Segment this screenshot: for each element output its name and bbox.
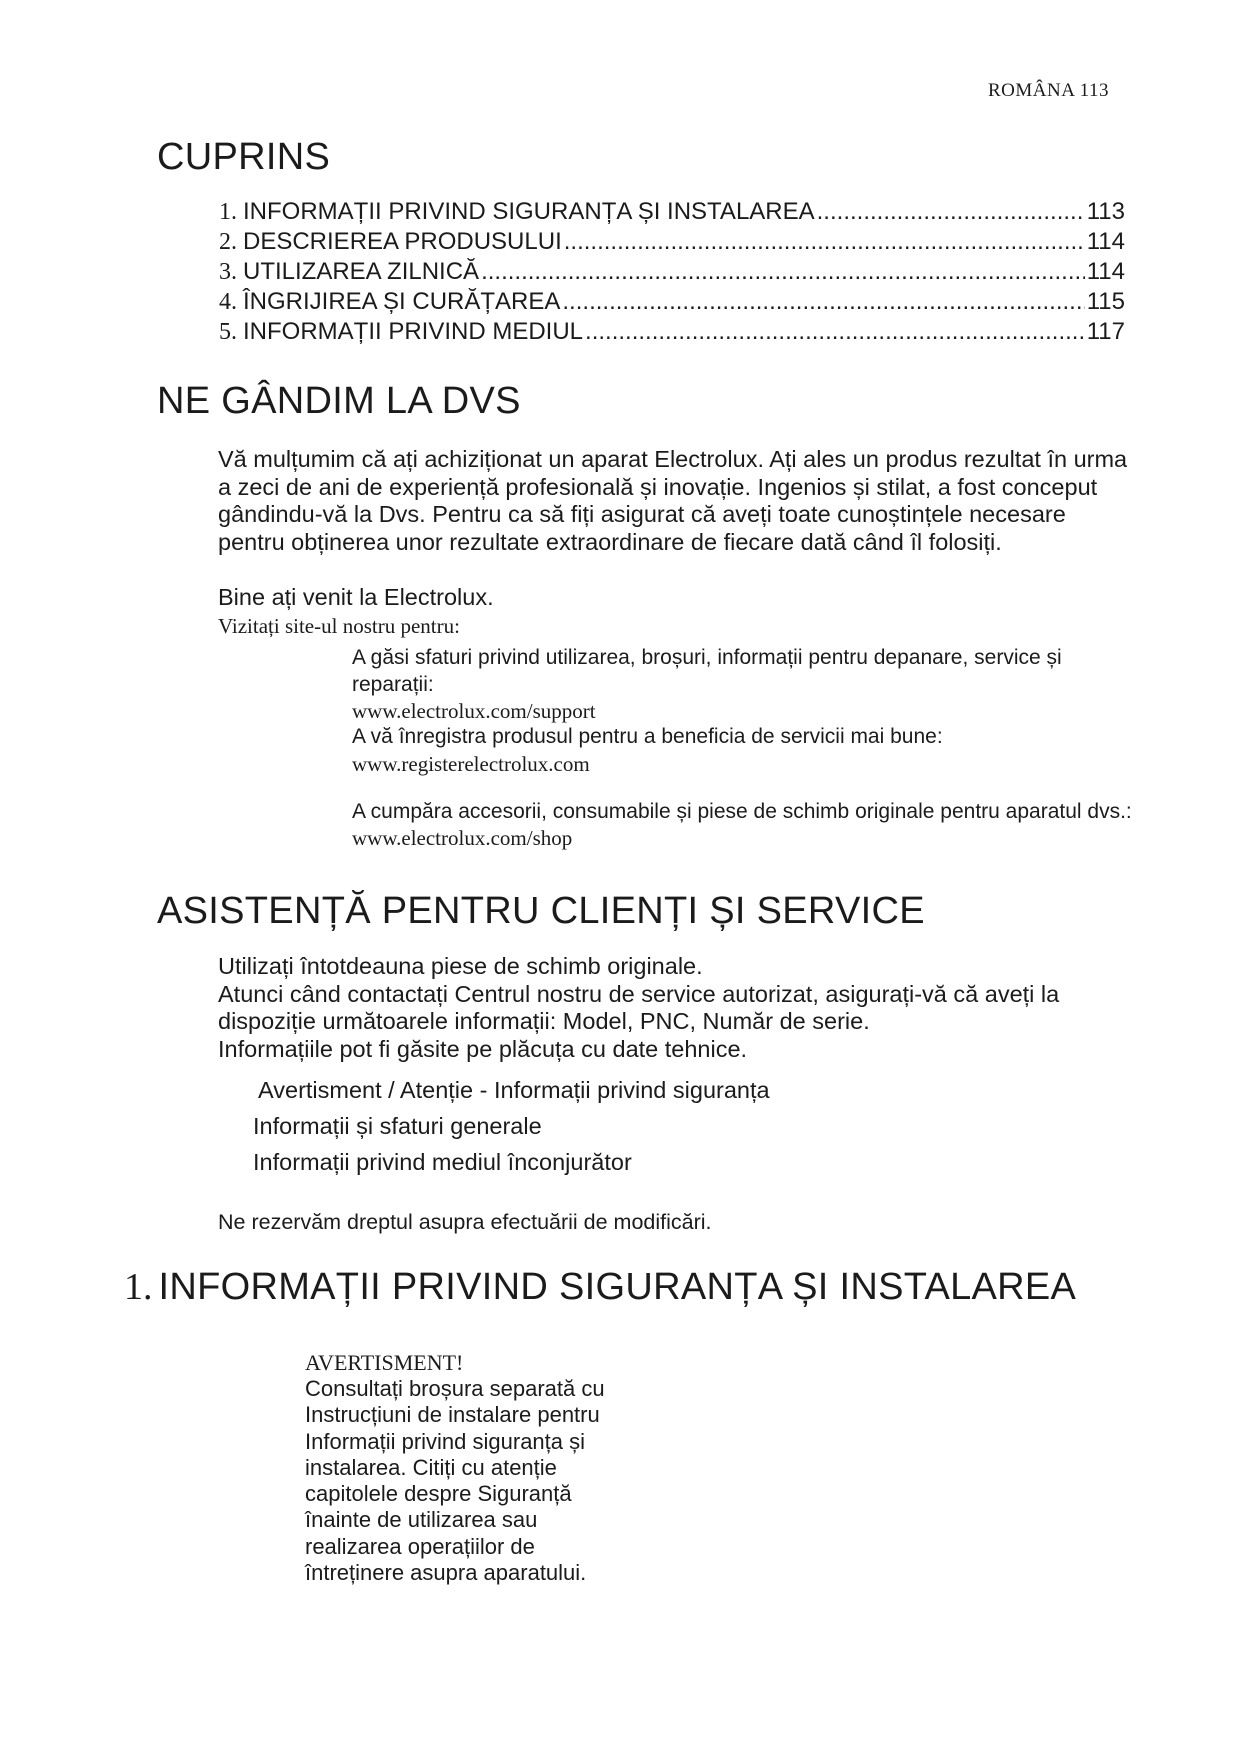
thinking-title: NE GÂNDIM LA DVS: [157, 380, 521, 422]
legend-label: Avertisment / Atenție - Informații privind siguranța: [258, 1077, 770, 1103]
toc-item[interactable]: [219, 228, 1125, 258]
legend-label: Informații privind mediul înconjurător: [253, 1149, 632, 1175]
toc-item-page: 117: [1086, 318, 1125, 345]
link-description: A găsi sfaturi privind utilizarea, broșuri, informații pentru depanare, service și reparații:: [352, 646, 1062, 696]
toc-item-number: 1.: [219, 199, 237, 225]
page-header: ROMÂNA 113: [988, 80, 1109, 101]
toc-item-label: ÎNGRIJIREA ȘI CURĂȚAREA: [243, 288, 561, 315]
toc-item-number: 3.: [219, 259, 237, 285]
toc-item-number: 2.: [219, 229, 237, 255]
toc-item[interactable]: [219, 258, 1125, 288]
section1-title: INFORMAȚII PRIVIND SIGURANȚA ȘI INSTALAREA: [158, 1266, 1077, 1308]
visit-text: Vizitați site-ul nostru pentru:: [218, 614, 460, 638]
legend-warning: [258, 1077, 770, 1104]
legend-info: [253, 1113, 542, 1140]
toc-item-page: 114: [1086, 258, 1125, 285]
legend-label: Informații și sfaturi generale: [253, 1113, 542, 1139]
links-block: [352, 645, 1138, 851]
service-line: Atunci când contactați Centrul nostru de service autorizat, asigurați-vă că aveți la dispoziție următoarele informații: Model, PNC, Număr de serie.: [218, 980, 1060, 1034]
spacer: [352, 777, 1138, 799]
welcome-text: Bine ați venit la Electrolux.: [218, 584, 494, 610]
section1-heading: [124, 1265, 1076, 1309]
toc-item-label: UTILIZAREA ZILNICĂ: [243, 258, 480, 285]
register-link[interactable]: www.registerelectrolux.com: [352, 751, 590, 776]
toc-dot-leader: [817, 198, 1085, 226]
toc-dot-leader: [481, 258, 1085, 286]
section1-number: 1.: [124, 1266, 153, 1308]
toc-item-label: INFORMAȚII PRIVIND SIGURANȚA ȘI INSTALAREA: [243, 198, 815, 225]
toc-item[interactable]: [219, 198, 1125, 228]
warning-box: [305, 1350, 635, 1586]
toc-item[interactable]: [219, 288, 1125, 318]
service-line: Utilizați întotdeauna piese de schimb originale.: [218, 953, 703, 979]
shop-link[interactable]: www.electrolux.com/shop: [352, 826, 573, 850]
toc-item-page: 115: [1086, 288, 1125, 315]
service-info: [218, 953, 1138, 1063]
toc-item-number: 4.: [219, 289, 237, 315]
toc-item-label: DESCRIEREA PRODUSULUI: [243, 228, 562, 255]
toc-dot-leader: [585, 318, 1085, 346]
support-link[interactable]: www.electrolux.com/support: [352, 699, 596, 723]
toc-dot-leader: [564, 228, 1085, 256]
service-title: ASISTENȚĂ PENTRU CLIENȚI ȘI SERVICE: [157, 890, 925, 932]
warning-text: Consultați broșura separată cu Instrucțiuni de instalare pentru Informații privind siguranța și instalarea. Citiți cu atenție capitolele despre Siguranță înainte de utilizarea sau realizarea operațiilor de întreținere asupra aparatului.: [305, 1376, 605, 1586]
toc-dot-leader: [562, 288, 1084, 316]
link-description: A vă înregistra produsul pentru a beneficia de servicii mai bune:: [352, 725, 943, 748]
toc-title: CUPRINS: [157, 136, 331, 178]
legend-environment: [253, 1149, 632, 1176]
warning-title: AVERTISMENT!: [305, 1350, 464, 1375]
toc-item-number: 5.: [219, 319, 237, 345]
table-of-contents: [219, 198, 1125, 348]
toc-item-page: 114: [1086, 228, 1125, 255]
toc-item[interactable]: [219, 318, 1125, 348]
thinking-intro: Vă mulțumim că ați achiziționat un aparat Electrolux. Ați ales un produs rezultat în urma a zeci de ani de experiență profesională și inovație. Ingenios și stilat, a fost conceput gândindu-vă la Dvs. Pentru ca să fiți asigurat că aveți toate cunoștințele necesare pentru obținerea unor rezultate extraordinare de fiecare dată când îl folosiți.: [218, 446, 1128, 555]
reserve-text: Ne rezervăm dreptul asupra efectuării de modificări.: [218, 1210, 712, 1234]
service-line: Informațiile pot fi găsite pe plăcuța cu date tehnice.: [218, 1035, 748, 1062]
toc-item-page: 113: [1086, 198, 1125, 225]
link-description: A cumpăra accesorii, consumabile și piese de schimb originale pentru aparatul dvs.:: [352, 799, 1132, 823]
toc-item-label: INFORMAȚII PRIVIND MEDIUL: [243, 318, 584, 345]
